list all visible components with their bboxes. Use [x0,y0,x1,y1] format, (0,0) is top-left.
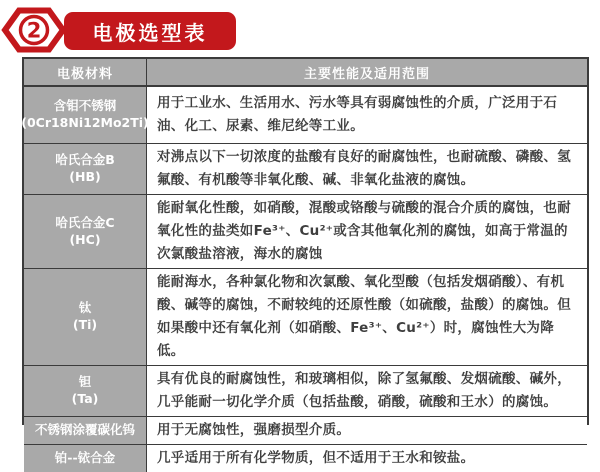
material-cell [24,445,147,472]
table-row [24,417,587,445]
material-cell [21,87,149,143]
section-title-pill [64,12,236,50]
page-header [0,0,600,56]
material-name: 铂--铱合金 [54,450,116,466]
material-name: 哈氏合金C [55,214,115,230]
badge-number: 2 [26,18,42,43]
material-cell [24,195,147,268]
table-row [24,366,587,417]
material-cell [24,366,147,416]
column-header-material: 电极材料 [24,59,147,85]
table-row [24,195,587,269]
page-title: 电极选型表 [92,20,208,45]
description-cell: 几乎适用于所有化学物质，但不适用于王水和铵盐。 [157,450,475,466]
material-cell [24,417,147,444]
material-cell [24,144,147,194]
table-row [21,87,587,144]
material-name: 哈氏合金B [55,152,115,168]
table-body [21,87,587,472]
table-row [24,269,587,366]
material-name: 钽 [78,374,92,390]
material-name: 钛 [78,300,92,316]
description-cell: 具有优良的耐腐蚀性，和玻璃相似，除了氢氟酸、发烟硫酸、碱外，几乎能耐一切化学介质（包括盐酸，硝酸，硫酸和王水）的腐蚀。 [157,371,571,410]
material-code: (HC) [69,231,101,247]
description-cell: 用于无腐蚀性，强磨损型介质。 [157,422,351,438]
material-code: (Ti) [72,317,98,332]
description-cell: 能耐氧化性酸，如硝酸，混酸或铬酸与硫酸的混合介质的腐蚀，也耐氧化性的盐类如Fe³⁺、Cu²⁺或含其他氧化剂的腐蚀，如高于常温的次氯酸盐溶液，海水的腐蚀 [157,200,571,262]
material-code: (Ta) [71,391,99,406]
description-cell: 用于工业水、生活用水、污水等具有弱腐蚀性的介质，广泛用于石油、化工、尿素、维尼纶等工业。 [157,95,558,134]
hexagon-number-badge-icon [3,7,65,53]
electrode-selection-table [21,57,589,466]
description-cell: 能耐海水，各种氯化物和次氯酸、氧化型酸（包括发烟硝酸）、有机酸、碱等的腐蚀，不耐较纯的还原性酸（如硫酸，盐酸）的腐蚀。但如果酸中还有氧化剂（如硝酸、Fe³⁺、Cu²⁺）时，腐蚀性大为降低。 [157,274,571,359]
material-name: 含钼不锈钢 [53,98,117,114]
column-header-performance: 主要性能及适用范围 [303,66,430,82]
material-code: (HB) [69,169,101,184]
material-name: 不锈钢涂覆碳化钨 [34,422,135,438]
table-header-row [24,59,587,87]
material-cell [24,269,147,365]
table-row [24,445,587,472]
description-cell: 对沸点以下一切浓度的盐酸有良好的耐腐蚀性，也耐硫酸、磷酸、氢氟酸、有机酸等非氧化酸、碱、非氧化盐液的腐蚀。 [157,149,571,188]
material-code: (0Cr18Ni12Mo2Ti) [21,115,149,130]
table-row [24,144,587,195]
